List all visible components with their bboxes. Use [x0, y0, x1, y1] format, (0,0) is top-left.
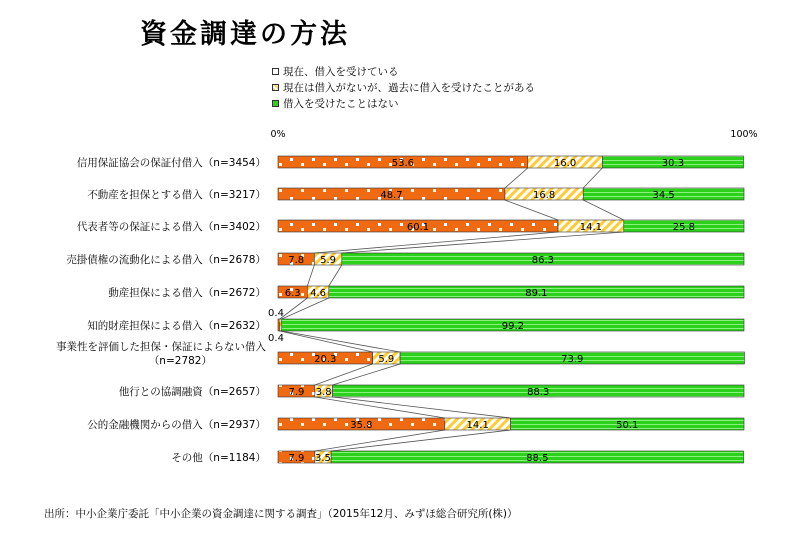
bar-value-label: 35.8: [350, 420, 373, 431]
bar-value-label: 89.1: [525, 288, 548, 299]
category-label: 売掛債権の流動化による借入（n=2678）: [66, 254, 266, 266]
bar-value-label: 0.4: [268, 308, 284, 319]
bar-value-label: 3.5: [315, 453, 331, 464]
category-label: 事業性を評価した担保・保証によらない借入: [56, 341, 266, 353]
series-connector-line: [282, 298, 329, 319]
category-label: 知的財産担保による借入（n=2632）: [87, 320, 266, 332]
bar-value-label: 34.5: [652, 190, 675, 201]
source-note: 出所：中小企業庁委託「中小企業の資金調達に関する調査」（2015年12月、みずほ総合研究所(株)）: [44, 508, 518, 520]
bar-value-label: 14.1: [466, 420, 489, 431]
series-connector-line: [315, 430, 445, 451]
bar-value-label: 86.3: [531, 255, 555, 266]
bar-value-label: 0.4: [268, 333, 284, 344]
bar-value-label: 48.7: [380, 190, 403, 201]
x-tick-label-100: 100%: [730, 129, 758, 140]
bar-value-label: 30.3: [661, 158, 685, 169]
category-label: 不動産を担保とする借入（n=3217）: [87, 189, 266, 201]
bar-value-label: 88.5: [526, 453, 549, 464]
category-label: 公的金融機関からの借入（n=2937）: [87, 419, 266, 431]
category-label: 動産担保による借入（n=2672）: [108, 287, 266, 299]
bar-value-label: 7.9: [288, 453, 305, 464]
series-connector-line: [583, 168, 602, 188]
bar-value-label: 60.1: [406, 222, 430, 233]
category-label: 信用保証協会の保証付借入（n=3454）: [76, 157, 266, 169]
series-connector-line: [342, 232, 624, 253]
bar-value-label: 16.0: [553, 158, 577, 169]
bar-value-label: 7.9: [288, 387, 305, 398]
bar-value-label: 5.9: [378, 354, 395, 365]
page-title: 資金調達の方法: [140, 19, 350, 50]
series-connector-line: [505, 200, 558, 220]
bar-value-label: 20.3: [314, 354, 337, 365]
x-tick-label-0: 0%: [270, 129, 286, 140]
series-connector-line: [314, 232, 558, 253]
bar-value-label: 50.1: [616, 420, 639, 431]
legend-label-current: 現在、借入を受けている: [283, 65, 399, 78]
legend-label-past: 現在は借入がないが、過去に借入を受けたことがある: [283, 81, 535, 94]
chart-layer: [56, 129, 758, 464]
series-connector-line: [315, 397, 445, 418]
series-connector-line: [282, 331, 400, 352]
series-connector-line: [331, 430, 510, 451]
series-connector-line: [280, 331, 373, 352]
bar-value-label: 14.1: [579, 222, 603, 233]
bar-value-label: 88.3: [527, 387, 550, 398]
bar-value-label: 53.6: [391, 158, 415, 169]
series-connector-line: [583, 200, 624, 220]
category-label: その他（n=1184）: [171, 452, 266, 464]
series-connector-line: [307, 265, 314, 286]
series-connector-line: [333, 397, 511, 418]
bar-value-label: 99.2: [501, 321, 524, 332]
bar-value-label: 3.8: [315, 387, 332, 398]
category-n-label: （n=2782）: [148, 355, 212, 367]
bar-value-label: 25.8: [672, 222, 696, 233]
series-connector-line: [280, 298, 307, 319]
category-label: 他行との協調融資（n=2657）: [118, 386, 266, 398]
category-label: 代表者等の保証による借入（n=3402）: [76, 221, 266, 233]
bar-value-label: 16.8: [532, 190, 556, 201]
series-connector-line: [505, 168, 528, 188]
bar-value-label: 6.3: [284, 288, 301, 299]
series-connector-line: [329, 265, 342, 286]
legend-label-never: 借入を受けたことはない: [283, 97, 399, 110]
bar-value-label: 7.8: [288, 255, 305, 266]
bar-value-label: 5.9: [320, 255, 337, 266]
bar-value-label: 73.9: [561, 354, 584, 365]
bar-value-label: 4.6: [310, 288, 327, 299]
